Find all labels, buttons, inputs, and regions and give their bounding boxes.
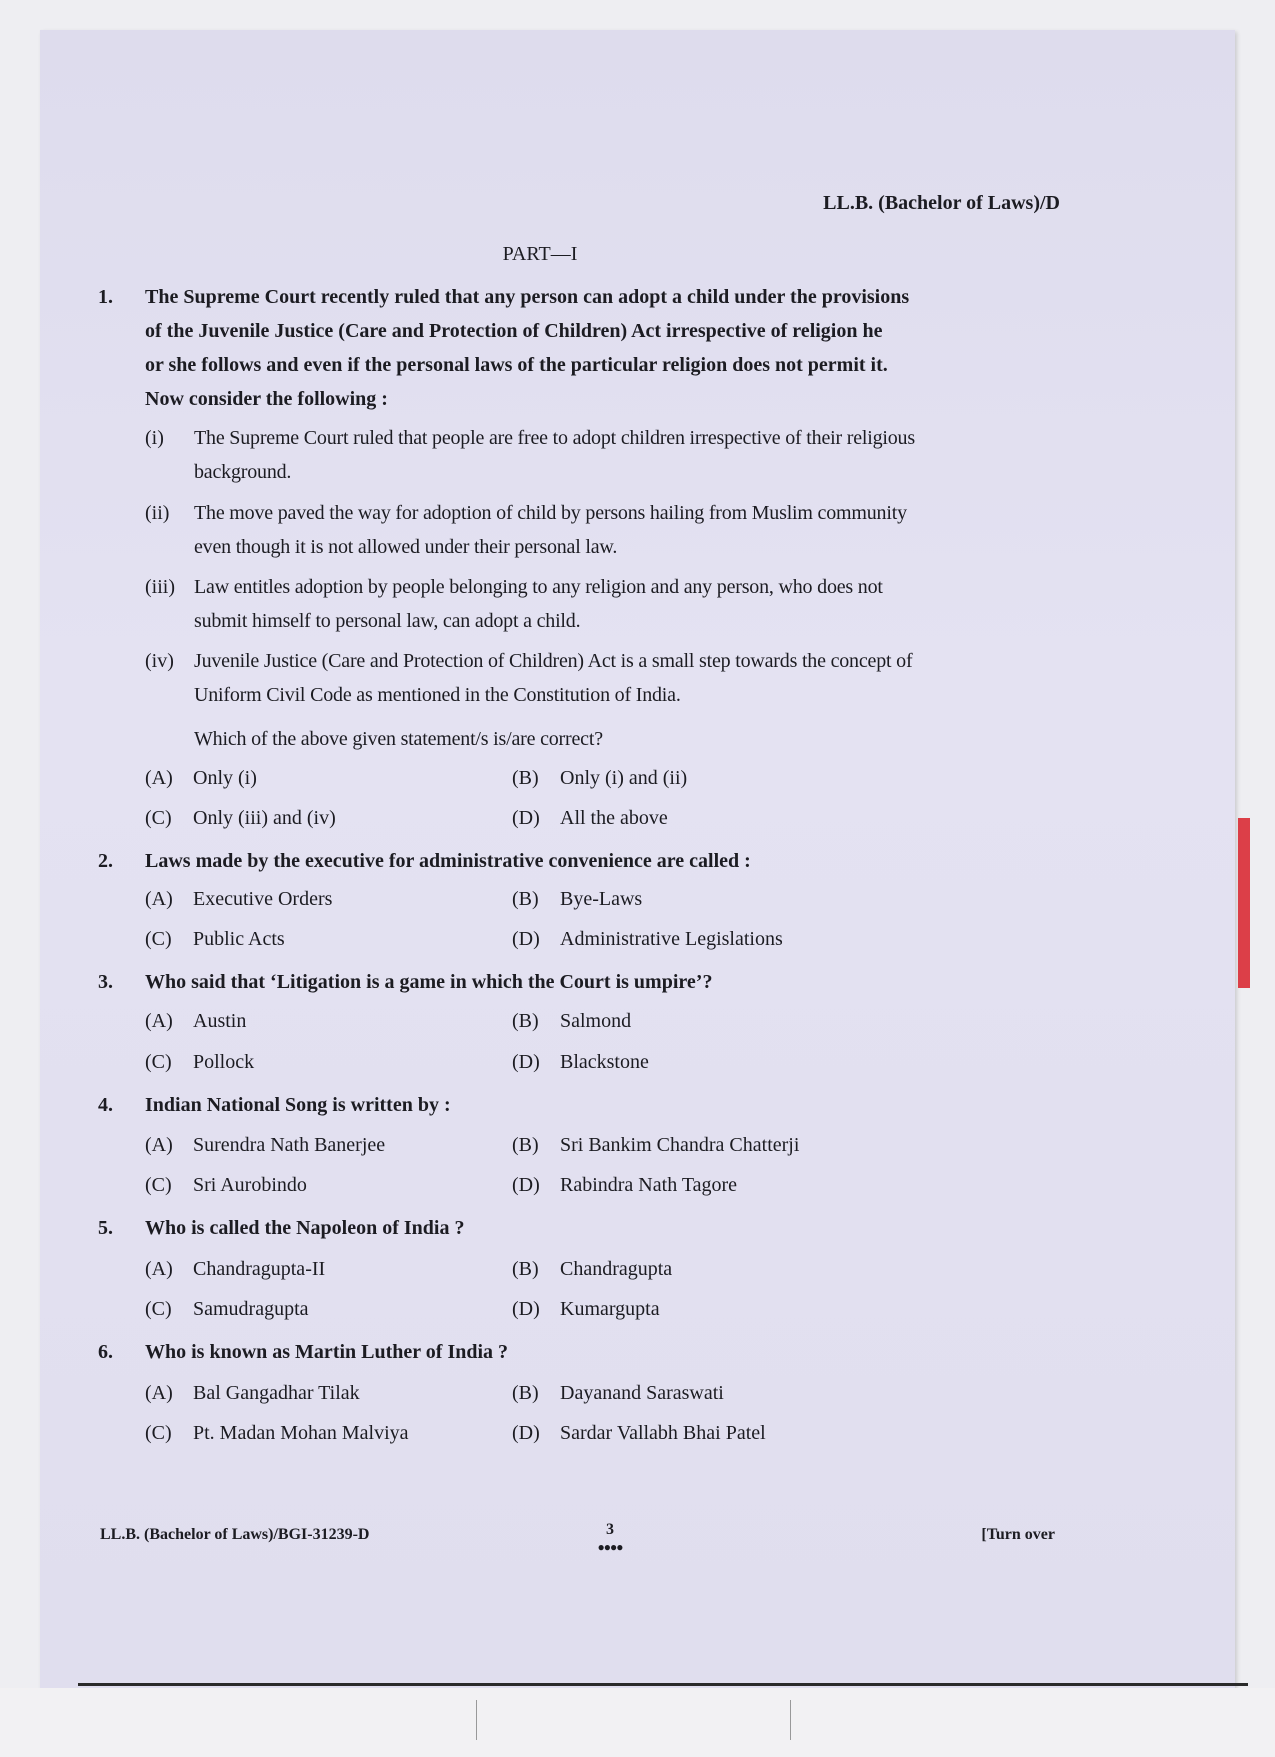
option-d: [512, 1298, 660, 1321]
option-label: (D): [512, 928, 540, 950]
option-d: [512, 1422, 766, 1445]
question-ask: Which of the above given statement/s is/are correct?: [194, 728, 603, 750]
statement-line: even though it is not allowed under their personal law.: [194, 536, 618, 558]
option-label: (D): [512, 1422, 540, 1444]
option-c: [145, 1051, 254, 1074]
option-a: [145, 1382, 360, 1405]
option-label: (A): [145, 1382, 173, 1404]
option-text: Chandragupta: [560, 1258, 673, 1280]
option-text: Blackstone: [560, 1051, 649, 1073]
page-dots: ●●●●: [597, 1540, 623, 1554]
option-b: [512, 1258, 672, 1281]
option-label: (D): [512, 1298, 540, 1320]
exam-title: LL.B. (Bachelor of Laws)/D: [823, 192, 1060, 214]
statement-line: Uniform Civil Code as mentioned in the Constitution of India.: [194, 684, 681, 706]
question-number: 4.: [98, 1094, 113, 1116]
option-b: [512, 1134, 799, 1157]
statement-label: (i): [145, 427, 164, 449]
option-label: (A): [145, 1134, 173, 1156]
statement-line: Juvenile Justice (Care and Protection of Children) Act is a small step towards the concept of: [194, 650, 913, 672]
option-a: [145, 888, 332, 911]
page-number: 3: [606, 1521, 614, 1538]
option-text: Austin: [193, 1010, 247, 1032]
option-text: Pollock: [193, 1051, 255, 1073]
option-d: [512, 807, 668, 830]
option-text: Dayanand Saraswati: [560, 1382, 724, 1404]
option-label: (D): [512, 807, 540, 829]
option-c: [145, 807, 336, 830]
stem-line: The Supreme Court recently ruled that any person can adopt a child under the provisions: [145, 286, 910, 308]
option-text: Executive Orders: [193, 888, 333, 910]
option-a: [145, 1258, 325, 1281]
option-c: [145, 1298, 309, 1321]
statement-line: submit himself to personal law, can adopt a child.: [194, 610, 581, 632]
option-text: Only (iii) and (iv): [193, 807, 336, 829]
option-text: Surendra Nath Banerjee: [193, 1134, 386, 1156]
option-label: (A): [145, 1258, 173, 1280]
option-text: Sri Aurobindo: [193, 1174, 307, 1196]
option-label: (C): [145, 1422, 172, 1444]
stem-line: or she follows and even if the personal laws of the particular religion does not permit it.: [145, 354, 888, 376]
part-title: PART—I: [502, 243, 578, 265]
question-number: 2.: [98, 850, 113, 872]
question-stem: Who is known as Martin Luther of India ?: [145, 1341, 509, 1363]
statement-text: [194, 570, 1056, 638]
question-stem: Laws made by the executive for administrative convenience are called :: [145, 850, 751, 872]
option-text: Sri Bankim Chandra Chatterji: [560, 1134, 800, 1156]
option-label: (C): [145, 1174, 172, 1196]
option-text: Public Acts: [193, 928, 285, 950]
statement-line: Law entitles adoption by people belonging to any religion and any person, who does not: [194, 576, 883, 598]
option-a: [145, 1134, 385, 1157]
option-label: (B): [512, 767, 539, 789]
statement-label: (ii): [145, 502, 170, 524]
option-text: Sardar Vallabh Bhai Patel: [560, 1422, 766, 1444]
stem-line: of the Juvenile Justice (Care and Protection of Children) Act irrespective of religion he: [145, 320, 883, 342]
option-label: (C): [145, 807, 172, 829]
question-stem: Indian National Song is written by :: [145, 1094, 451, 1116]
option-label: (C): [145, 928, 172, 950]
turn-over-note: [Turn over: [981, 1526, 1055, 1543]
option-text: Bal Gangadhar Tilak: [193, 1382, 360, 1404]
option-label: (D): [512, 1051, 540, 1073]
option-text: Samudragupta: [193, 1298, 309, 1320]
statement-line: The move paved the way for adoption of child by persons hailing from Muslim community: [194, 502, 907, 524]
option-c: [145, 1422, 409, 1445]
option-b: [512, 767, 687, 790]
option-text: Kumargupta: [560, 1298, 660, 1320]
paper-code: LL.B. (Bachelor of Laws)/BGI-31239-D: [100, 1526, 370, 1543]
question-number: 3.: [98, 971, 113, 993]
option-label: (A): [145, 888, 173, 910]
option-label: (B): [512, 1382, 539, 1404]
option-label: (B): [512, 1134, 539, 1156]
statement-line: background.: [194, 461, 292, 483]
option-label: (A): [145, 1010, 173, 1032]
option-a: [145, 767, 257, 790]
option-b: [512, 1382, 724, 1405]
option-label: (B): [512, 888, 539, 910]
option-text: Chandragupta-II: [193, 1258, 326, 1280]
option-b: [512, 888, 642, 911]
option-label: (C): [145, 1298, 172, 1320]
option-a: [145, 1010, 246, 1033]
option-d: [512, 1051, 649, 1074]
question-number: 5.: [98, 1217, 113, 1239]
option-label: (C): [145, 1051, 172, 1073]
statement-label: (iv): [145, 650, 174, 672]
question-stem: [145, 280, 1055, 416]
statement-text: [194, 421, 1056, 489]
option-text: Salmond: [560, 1010, 632, 1032]
option-text: Bye-Laws: [560, 888, 643, 910]
option-text: Administrative Legislations: [560, 928, 783, 950]
option-label: (B): [512, 1258, 539, 1280]
option-d: [512, 1174, 737, 1197]
option-label: (D): [512, 1174, 540, 1196]
statement-text: [194, 496, 1056, 564]
statement-label: (iii): [145, 576, 175, 598]
option-b: [512, 1010, 631, 1033]
option-c: [145, 928, 285, 951]
option-label: (B): [512, 1010, 539, 1032]
question-stem: Who is called the Napoleon of India ?: [145, 1217, 465, 1239]
option-d: [512, 928, 783, 951]
option-label: (A): [145, 767, 173, 789]
option-text: Pt. Madan Mohan Malviya: [193, 1422, 409, 1444]
question-number: 6.: [98, 1341, 113, 1363]
option-text: Only (i) and (ii): [560, 767, 688, 789]
option-c: [145, 1174, 307, 1197]
stem-line: Now consider the following :: [145, 388, 388, 410]
statement-text: [194, 644, 1056, 712]
option-text: Only (i): [193, 767, 257, 789]
question-stem: Who said that ‘Litigation is a game in which the Court is umpire’?: [145, 971, 713, 993]
question-number: 1.: [98, 286, 113, 308]
option-text: Rabindra Nath Tagore: [560, 1174, 738, 1196]
option-text: All the above: [560, 807, 668, 829]
statement-line: The Supreme Court ruled that people are free to adopt children irrespective of their religious: [194, 427, 915, 449]
